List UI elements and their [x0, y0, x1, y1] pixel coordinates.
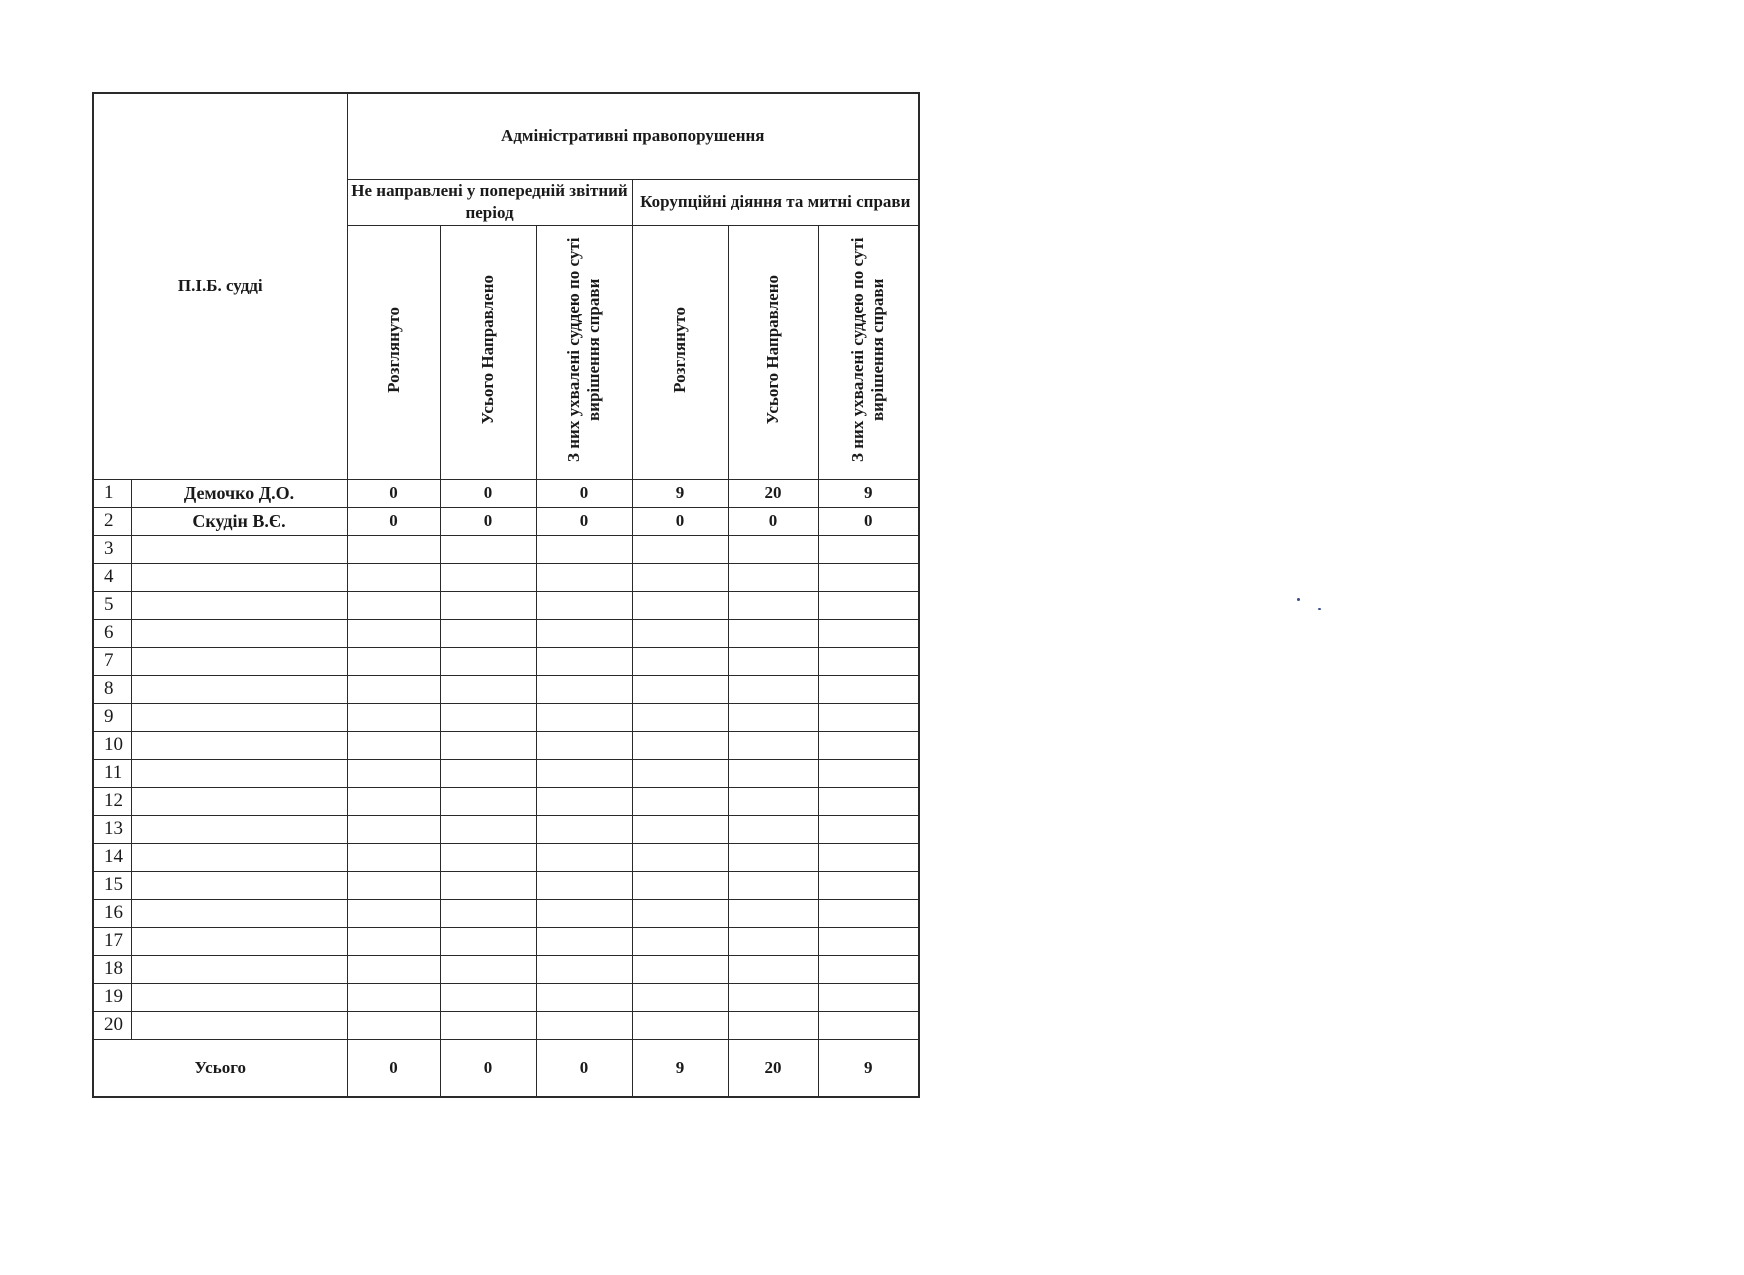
value-cell [440, 787, 536, 815]
value-cell [440, 815, 536, 843]
value-cell [440, 927, 536, 955]
value-cell [632, 759, 728, 787]
table-row [93, 675, 919, 703]
value-cell [536, 815, 632, 843]
value-cell [728, 731, 818, 759]
table-row [93, 535, 919, 563]
judge-name [131, 647, 347, 675]
value-cell [728, 899, 818, 927]
value-cell [440, 955, 536, 983]
value-cell [818, 647, 919, 675]
value-cell [818, 815, 919, 843]
judge-name [131, 843, 347, 871]
row-number: 17 [93, 927, 131, 955]
value-cell [728, 787, 818, 815]
value-cell [536, 871, 632, 899]
judge-name [131, 1011, 347, 1039]
row-number: 1 [93, 479, 131, 507]
scan-speck [1318, 608, 1321, 610]
report-table [92, 92, 920, 1098]
value-cell [536, 927, 632, 955]
value-cell [818, 871, 919, 899]
value-cell: 0 [440, 479, 536, 507]
value-cell [347, 703, 440, 731]
table-row [93, 731, 919, 759]
value-cell [536, 647, 632, 675]
value-cell [440, 843, 536, 871]
judge-name [131, 731, 347, 759]
value-cell [632, 619, 728, 647]
value-cell [728, 843, 818, 871]
row-number: 9 [93, 703, 131, 731]
row-number: 16 [93, 899, 131, 927]
value-cell [818, 675, 919, 703]
col-header-label: З них ухвалені суддею по суті вирішення справи [848, 237, 888, 462]
value-cell [536, 703, 632, 731]
judge-name [131, 563, 347, 591]
value-cell [632, 815, 728, 843]
table-row [93, 479, 919, 507]
value-cell [440, 899, 536, 927]
value-cell: 0 [440, 507, 536, 535]
value-cell [347, 899, 440, 927]
judge-name [131, 703, 347, 731]
value-cell [536, 843, 632, 871]
value-cell [347, 983, 440, 1011]
scan-speck [1297, 598, 1300, 601]
value-cell [536, 563, 632, 591]
value-cell [440, 759, 536, 787]
row-number: 6 [93, 619, 131, 647]
group-not-sent-header: Не направлені у попередній звітний період [347, 179, 632, 225]
value-cell [536, 591, 632, 619]
value-cell [818, 759, 919, 787]
value-cell [818, 731, 919, 759]
value-cell [728, 535, 818, 563]
total-cell: 9 [632, 1039, 728, 1097]
row-number: 3 [93, 535, 131, 563]
value-cell [632, 647, 728, 675]
col-header-label: Усього Направлено [478, 274, 498, 425]
total-cell: 0 [440, 1039, 536, 1097]
value-cell [536, 731, 632, 759]
value-cell [347, 815, 440, 843]
value-cell [440, 675, 536, 703]
value-cell [818, 927, 919, 955]
value-cell [347, 535, 440, 563]
value-cell [632, 563, 728, 591]
judge-name [131, 759, 347, 787]
table-row [93, 815, 919, 843]
value-cell [728, 591, 818, 619]
value-cell: 20 [728, 479, 818, 507]
judge-name [131, 871, 347, 899]
col-header-reviewed-1 [347, 225, 440, 479]
row-number: 4 [93, 563, 131, 591]
value-cell [632, 731, 728, 759]
value-cell [818, 899, 919, 927]
table-row [93, 703, 919, 731]
value-cell: 0 [536, 479, 632, 507]
value-cell [632, 983, 728, 1011]
table-row [93, 871, 919, 899]
value-cell: 0 [728, 507, 818, 535]
value-cell [728, 983, 818, 1011]
col-header-label: Розглянуто [383, 306, 403, 393]
total-label: Усього [93, 1039, 347, 1097]
value-cell [818, 591, 919, 619]
value-cell [536, 955, 632, 983]
value-cell [632, 591, 728, 619]
row-number: 7 [93, 647, 131, 675]
judge-name: Скудін В.Є. [131, 507, 347, 535]
value-cell: 9 [818, 479, 919, 507]
row-number: 8 [93, 675, 131, 703]
row-number: 15 [93, 871, 131, 899]
table-row [93, 759, 919, 787]
group-corruption-customs-header: Корупційні діяння та митні справи [632, 179, 919, 225]
value-cell [347, 591, 440, 619]
value-cell [728, 1011, 818, 1039]
value-cell [347, 647, 440, 675]
value-cell [728, 759, 818, 787]
col-header-label: Розглянуто [670, 306, 690, 393]
value-cell [632, 955, 728, 983]
table-row [93, 843, 919, 871]
value-cell [536, 983, 632, 1011]
value-cell [818, 843, 919, 871]
value-cell [632, 703, 728, 731]
col-header-label: Усього Направлено [763, 274, 783, 425]
row-number: 20 [93, 1011, 131, 1039]
value-cell [818, 955, 919, 983]
value-cell [632, 843, 728, 871]
value-cell [347, 871, 440, 899]
table-row [93, 619, 919, 647]
value-cell [632, 927, 728, 955]
value-cell [728, 815, 818, 843]
row-number: 10 [93, 731, 131, 759]
value-cell [536, 675, 632, 703]
value-cell [818, 535, 919, 563]
value-cell [347, 563, 440, 591]
value-cell [440, 1011, 536, 1039]
table-row [93, 591, 919, 619]
judge-name: Демочко Д.О. [131, 479, 347, 507]
value-cell [536, 1011, 632, 1039]
value-cell: 9 [632, 479, 728, 507]
value-cell [347, 759, 440, 787]
value-cell [818, 787, 919, 815]
value-cell [347, 927, 440, 955]
judge-name [131, 899, 347, 927]
value-cell [440, 647, 536, 675]
value-cell [347, 619, 440, 647]
table-body [93, 479, 919, 1039]
value-cell [347, 787, 440, 815]
judge-name-header: П.І.Б. судді [93, 93, 347, 479]
value-cell [818, 1011, 919, 1039]
judge-name [131, 675, 347, 703]
value-cell [347, 843, 440, 871]
value-cell [536, 787, 632, 815]
value-cell: 0 [347, 507, 440, 535]
value-cell [818, 563, 919, 591]
value-cell [347, 1011, 440, 1039]
row-number: 11 [93, 759, 131, 787]
row-number: 13 [93, 815, 131, 843]
value-cell [632, 899, 728, 927]
judge-name [131, 955, 347, 983]
row-number: 14 [93, 843, 131, 871]
total-row [93, 1039, 919, 1097]
value-cell [818, 619, 919, 647]
table-row [93, 899, 919, 927]
value-cell [440, 983, 536, 1011]
col-header-total-sent-1 [440, 225, 536, 479]
value-cell [818, 703, 919, 731]
administrative-offenses-header: Адміністративні правопорушення [347, 93, 919, 179]
value-cell [440, 563, 536, 591]
value-cell [440, 731, 536, 759]
table-row [93, 563, 919, 591]
value-cell [728, 563, 818, 591]
value-cell: 0 [536, 507, 632, 535]
value-cell [536, 619, 632, 647]
value-cell [536, 759, 632, 787]
row-number: 19 [93, 983, 131, 1011]
col-header-label: З них ухвалені суддею по суті вирішення справи [564, 237, 604, 462]
value-cell [632, 787, 728, 815]
row-number: 18 [93, 955, 131, 983]
table-row [93, 983, 919, 1011]
value-cell [536, 535, 632, 563]
value-cell [347, 731, 440, 759]
table-row [93, 787, 919, 815]
value-cell [728, 619, 818, 647]
total-cell: 20 [728, 1039, 818, 1097]
value-cell [440, 591, 536, 619]
table-row [93, 1011, 919, 1039]
table-row [93, 927, 919, 955]
total-cell: 9 [818, 1039, 919, 1097]
value-cell [440, 535, 536, 563]
judge-name [131, 535, 347, 563]
table-row [93, 955, 919, 983]
value-cell [728, 927, 818, 955]
value-cell [440, 703, 536, 731]
value-cell: 0 [632, 507, 728, 535]
value-cell [728, 675, 818, 703]
value-cell [728, 871, 818, 899]
value-cell [632, 535, 728, 563]
value-cell [632, 871, 728, 899]
value-cell [347, 955, 440, 983]
judge-name [131, 591, 347, 619]
col-header-decided-on-merits-1 [536, 225, 632, 479]
judge-name [131, 983, 347, 1011]
row-number: 2 [93, 507, 131, 535]
value-cell [818, 983, 919, 1011]
value-cell: 0 [347, 479, 440, 507]
value-cell [728, 703, 818, 731]
value-cell [632, 1011, 728, 1039]
judge-name [131, 815, 347, 843]
total-cell: 0 [347, 1039, 440, 1097]
value-cell [347, 675, 440, 703]
value-cell [440, 619, 536, 647]
col-header-reviewed-2 [632, 225, 728, 479]
value-cell: 0 [818, 507, 919, 535]
value-cell [728, 647, 818, 675]
col-header-decided-on-merits-2 [818, 225, 919, 479]
row-number: 5 [93, 591, 131, 619]
report-sheet [92, 92, 918, 1098]
row-number: 12 [93, 787, 131, 815]
col-header-total-sent-2 [728, 225, 818, 479]
value-cell [536, 899, 632, 927]
total-cell: 0 [536, 1039, 632, 1097]
value-cell [728, 955, 818, 983]
table-row [93, 647, 919, 675]
judge-name [131, 787, 347, 815]
value-cell [440, 871, 536, 899]
value-cell [632, 675, 728, 703]
table-row [93, 507, 919, 535]
judge-name [131, 927, 347, 955]
judge-name [131, 619, 347, 647]
